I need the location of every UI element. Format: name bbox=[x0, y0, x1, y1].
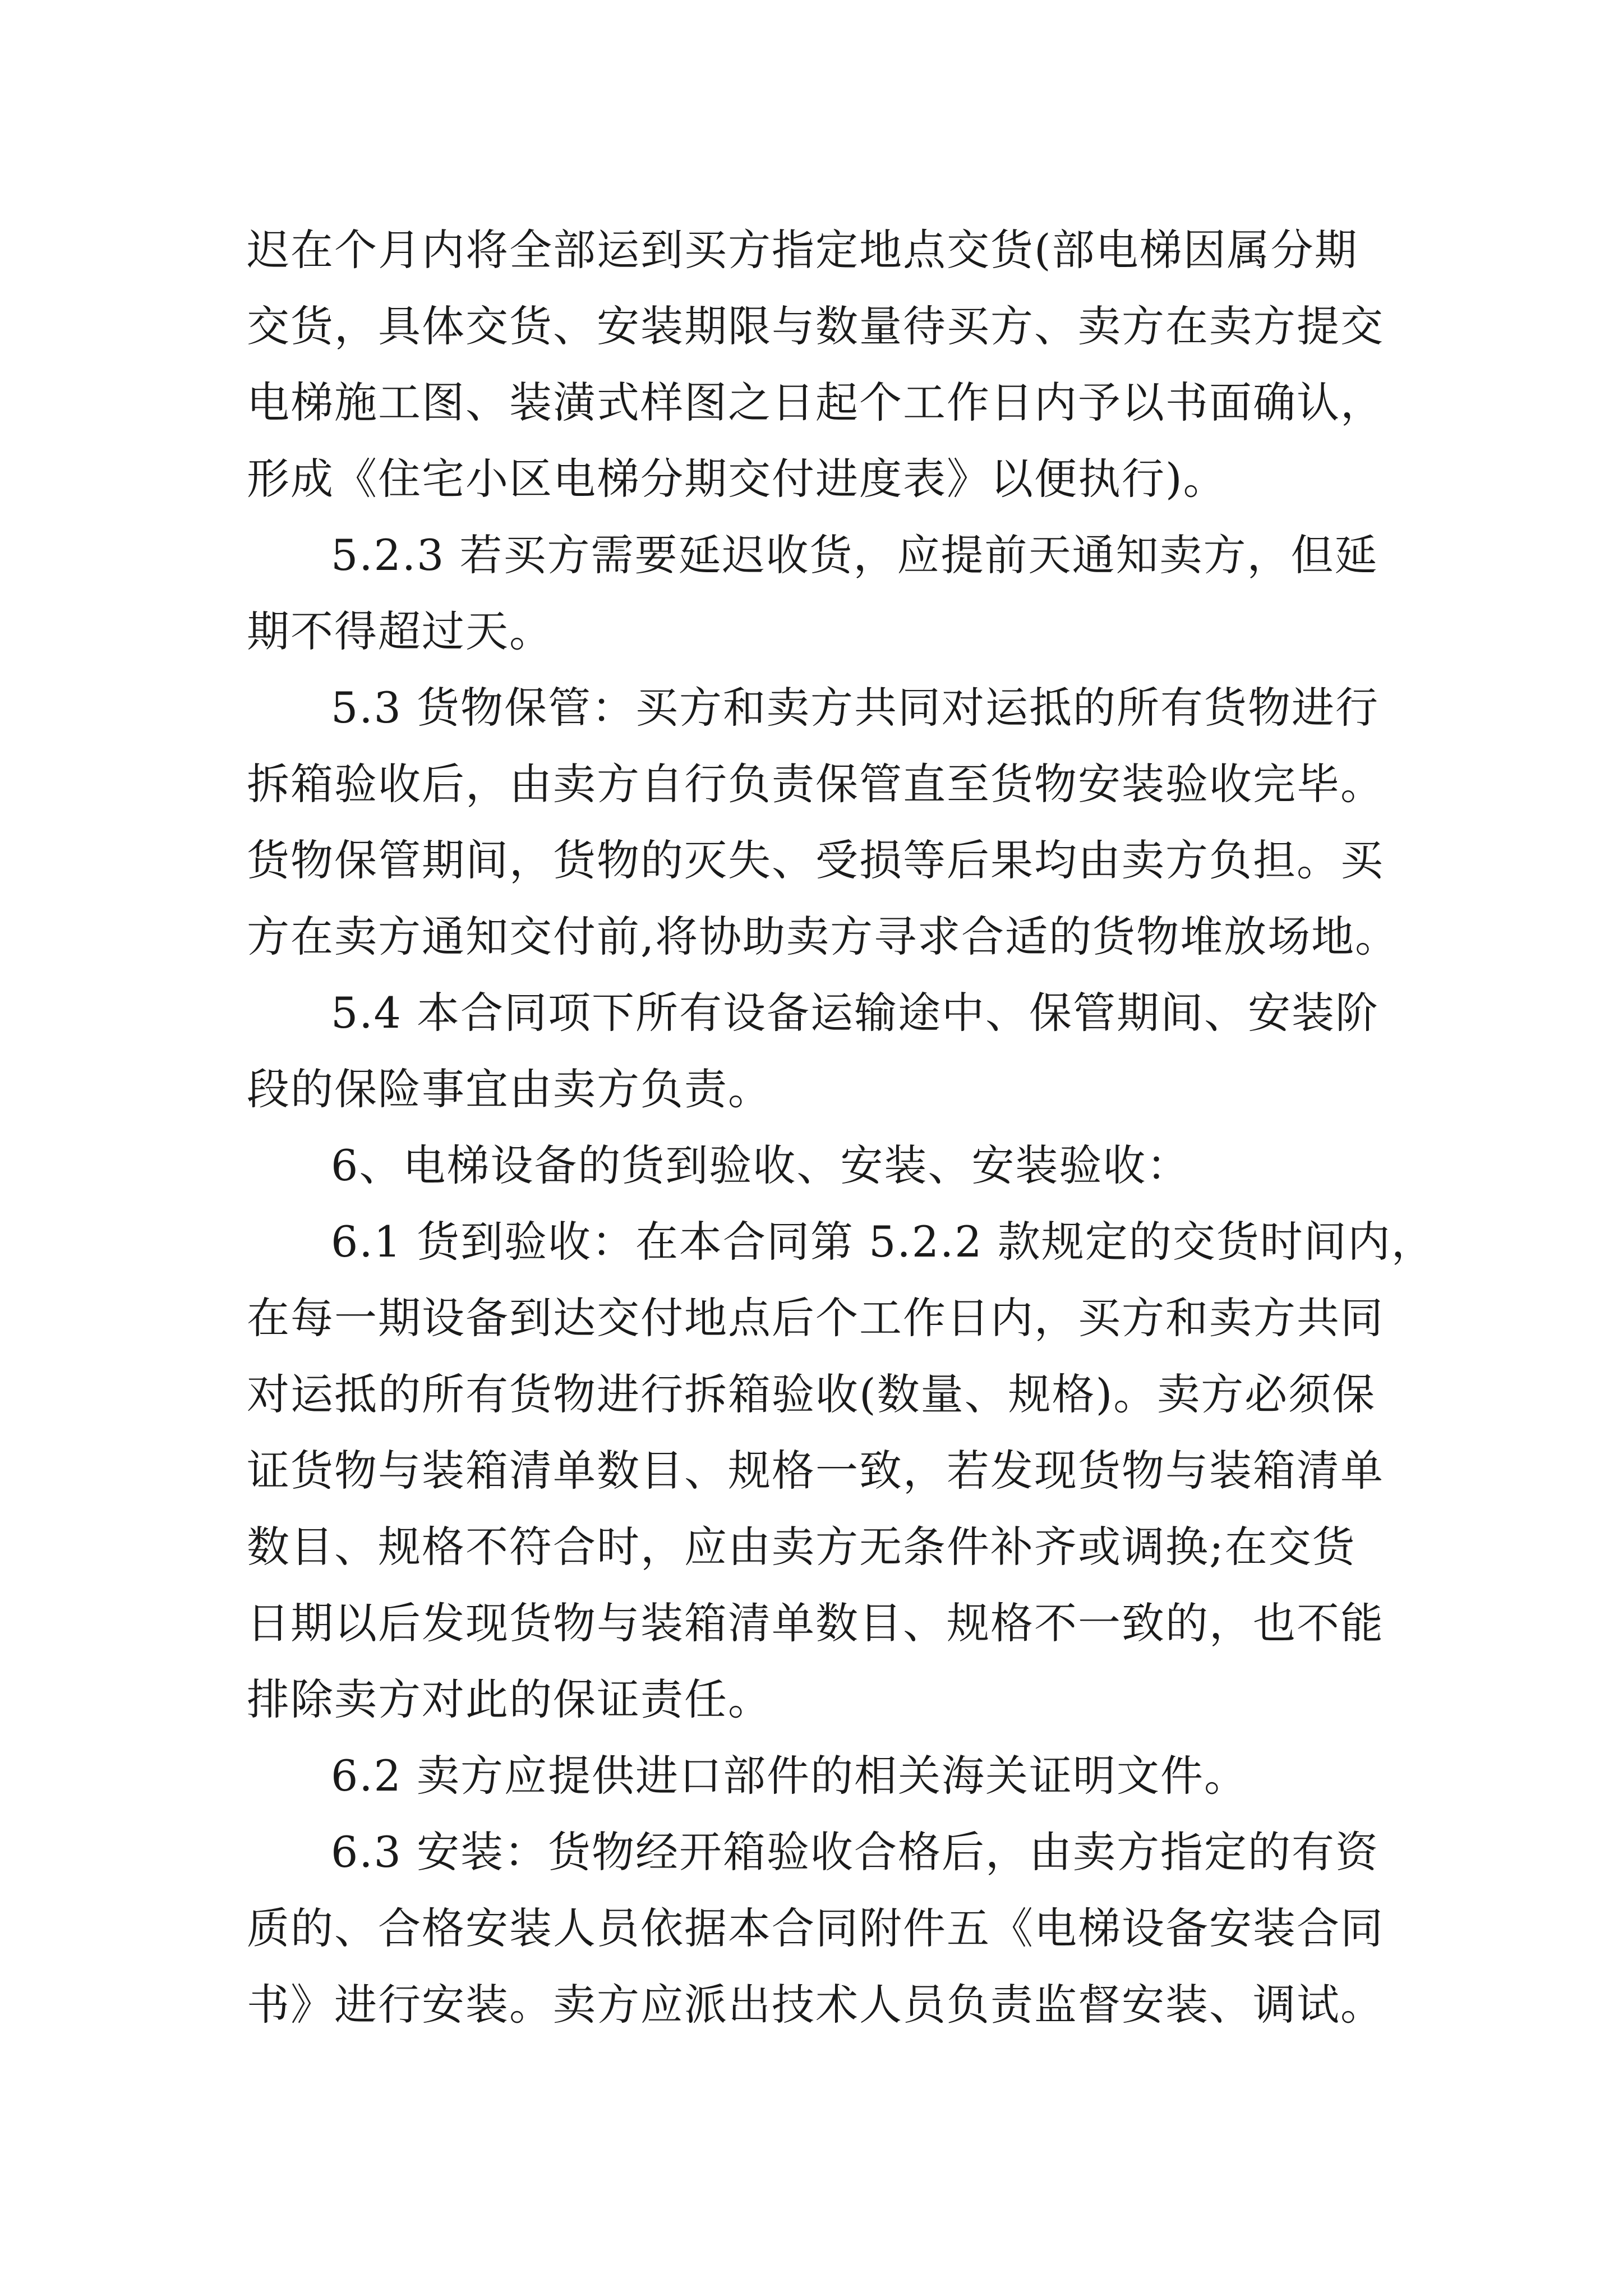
text-line: 证货物与装箱清单数目、规格一致，若发现货物与装箱清单 bbox=[247, 1446, 1384, 1496]
text-line: 6、电梯设备的货到验收、安装、安装验收： bbox=[331, 1140, 1191, 1190]
text-line: 迟在个月内将全部运到买方指定地点交货(部电梯因属分期 bbox=[247, 225, 1358, 275]
text-line: 形成《住宅小区电梯分期交付进度表》以便执行)。 bbox=[247, 454, 1227, 504]
text-line: 排除卖方对此的保证责任。 bbox=[247, 1674, 772, 1724]
section-heading-6 bbox=[247, 1128, 1380, 1204]
text-line: 交货，具体交货、安装期限与数量待买方、卖方在卖方提交 bbox=[247, 301, 1384, 351]
text-line: 质的、合格安装人员依据本合同附件五《电梯设备安装合同 bbox=[247, 1903, 1384, 1953]
text-line: 期不得超过天。 bbox=[247, 606, 553, 656]
text-line: 对运抵的所有货物进行拆箱验收(数量、规格)。卖方必须保 bbox=[247, 1369, 1376, 1419]
text-line: 拆箱验收后，由卖方自行负责保管直至货物安装验收完毕。 bbox=[247, 759, 1384, 809]
paragraph-6-1 bbox=[247, 1204, 1435, 1738]
paragraph-5-3 bbox=[247, 670, 1399, 975]
text-line: 6.2 卖方应提供进口部件的相关海关证明文件。 bbox=[331, 1751, 1248, 1801]
document-body bbox=[247, 212, 1435, 2043]
text-line: 书》进行安装。卖方应派出技术人员负责监督安装、调试。 bbox=[247, 1980, 1384, 2030]
text-line: 在每一期设备到达交付地点后个工作日内，买方和卖方共同 bbox=[247, 1293, 1384, 1343]
paragraph-delivery-schedule bbox=[247, 212, 1384, 517]
text-line: 段的保险事宜由卖方负责。 bbox=[247, 1064, 772, 1114]
text-line: 5.3 货物保管：买方和卖方共同对运抵的所有货物进行 bbox=[331, 683, 1380, 733]
paragraph-6-2 bbox=[247, 1738, 1380, 1814]
paragraph-5-4 bbox=[247, 975, 1380, 1128]
text-line: 电梯施工图、装潢式样图之日起个工作日内予以书面确认， bbox=[247, 378, 1384, 427]
text-line: 数目、规格不符合时，应由卖方无条件补齐或调换;在交货 bbox=[247, 1522, 1356, 1572]
paragraph-6-3 bbox=[247, 1814, 1384, 2043]
text-line: 6.3 安装：货物经开箱验收合格后，由卖方指定的有资 bbox=[331, 1827, 1380, 1877]
text-line: 方在卖方通知交付前,将协助卖方寻求合适的货物堆放场地。 bbox=[247, 912, 1399, 961]
text-line: 日期以后发现货物与装箱清单数目、规格不一致的，也不能 bbox=[247, 1598, 1384, 1648]
paragraph-5-2-3 bbox=[247, 517, 1380, 670]
text-line: 5.2.3 若买方需要延迟收货，应提前天通知卖方，但延 bbox=[331, 530, 1378, 580]
text-line: 6.1 货到验收：在本合同第 5.2.2 款规定的交货时间内， bbox=[331, 1217, 1435, 1267]
text-line: 5.4 本合同项下所有设备运输途中、保管期间、安装阶 bbox=[331, 988, 1380, 1038]
text-line: 货物保管期间，货物的灭失、受损等后果均由卖方负担。买 bbox=[247, 835, 1384, 885]
